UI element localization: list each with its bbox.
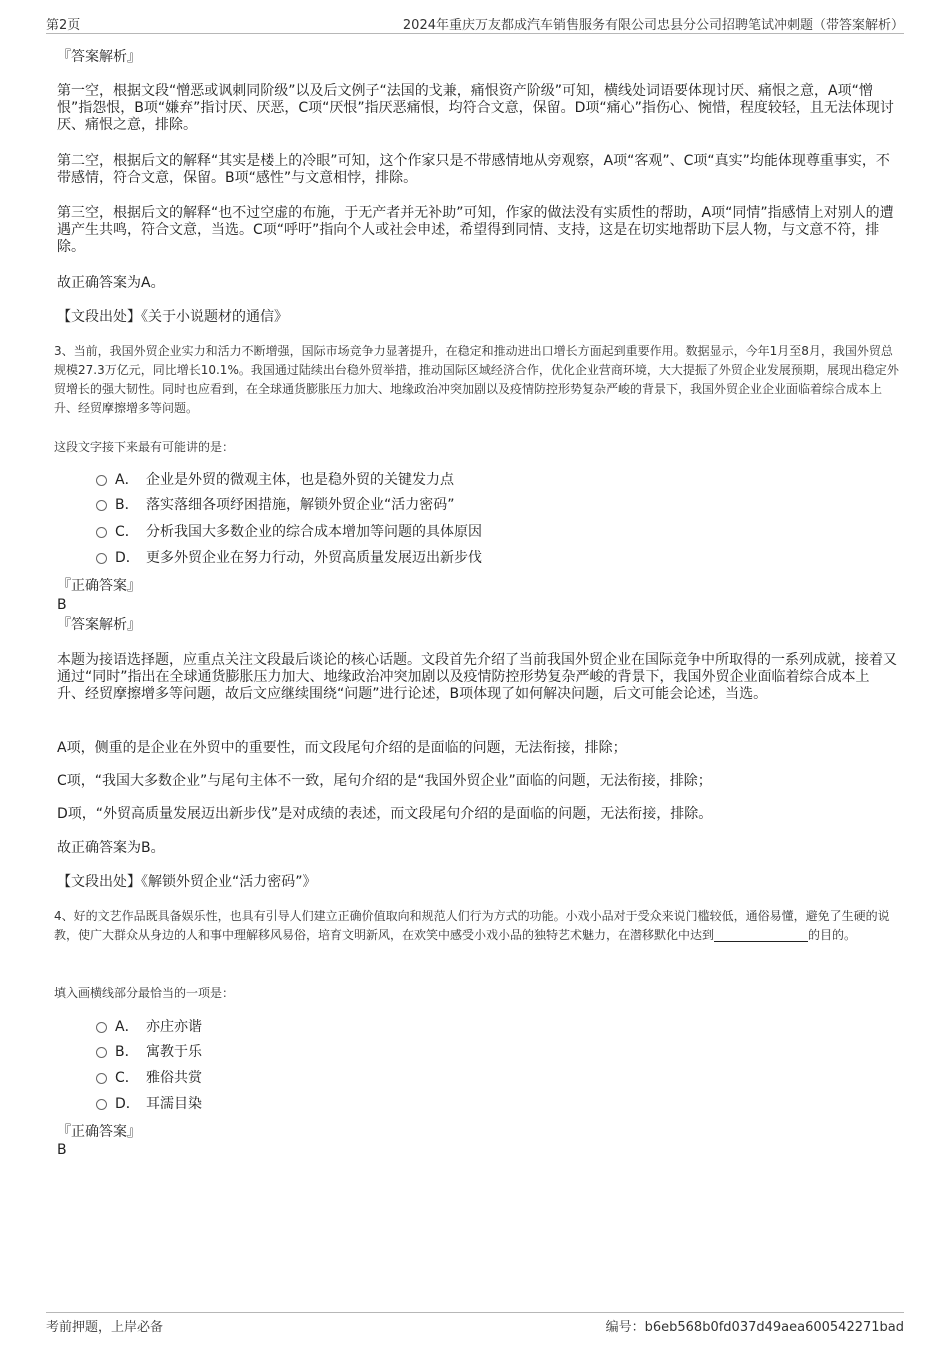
radio-icon[interactable] <box>96 1073 107 1084</box>
radio-icon[interactable] <box>96 527 107 538</box>
q3-analysis-paragraph-2: A项，侧重的是企业在外贸中的重要性，而文段尾句介绍的是面临的问题，无法衔接，排除； <box>57 740 627 756</box>
q3-stem: 3、当前，我国外贸企业实力和活力不断增强，国际市场竞争力显著提升，在稳定和推动进出口增长方面起到重要作用。数据显示，今年1月至8月，我国外贸总规模27.3万亿元，同比增长10.1%。我国通过陆续出台稳外贸举措，推动国际区域经济合作，优化企业营商环境，大大提振了外贸企业发展预期，展现出稳定外贸增长的强大韧性。同时也应看到，在全球通货膨胀压力加大、地缘政治冲突加剧以及疫情防控形势复杂严峻的背景下，我国外贸企业企业面临着综合成本上升、经贸摩擦增多等问题。 <box>54 344 899 415</box>
q2-source: 【文段出处】《关于小说题材的通信》 <box>57 309 288 325</box>
q2-analysis-paragraph-1: 第一空，根据文段“憎恶或讽刺同阶级”以及后文例子“法国的戈兼，痛恨资产阶级”可知，横线处词语要体现讨厌、痛恨之意，A项“憎恨”指怨恨，B项“嫌弃”指讨厌、厌恶，C项“厌恨”指厌恶痛恨，均符合文意，保留。D项“痛心”指伤心、惋惜，程度较轻，且无法体现讨厌、痛恨之意，排除。 <box>57 83 894 133</box>
radio-icon[interactable] <box>96 1047 107 1058</box>
q3-prompt: 这段文字接下来最有可能讲的是： <box>54 440 235 454</box>
radio-icon[interactable] <box>96 1099 107 1110</box>
page-number: 第2页 <box>46 18 81 33</box>
q4-stem: 4、好的文艺作品既具备娱乐性，也具有引导人们建立正确价值取向和规范人们行为方式的功能。小戏小品对于受众来说门槛较低，通俗易懂，避免了生硬的说教，使广大群众从身边的人和事中理解移风易俗，培育文明新风，在欢笑中感受小戏小品的独特艺术魅力，在潜移默化中达到 的目的。 <box>54 909 890 942</box>
q3-analysis-paragraph-1: 本题为接语选择题，应重点关注文段最后谈论的核心话题。文段首先介绍了当前我国外贸企业在国际竞争中所取得的一系列成就，接着又通过“同时”指出在全球通货膨胀压力加大、地缘政治冲突加剧以及疫情防控形势复杂严峻的背景下，我国外贸企业面临着综合成本上升、经贸摩擦增多等问题，故后文应继续围绕“问题”进行论述，B项体现了如何解决问题，后文可能会论述，当选。 <box>57 652 897 702</box>
q3-analysis-paragraph-3: C项，“我国大多数企业”与尾句主体不一致，尾句介绍的是“我国外贸企业”面临的问题，无法衔接，排除； <box>57 773 712 789</box>
q3-analysis-paragraph-4: D项，“外贸高质量发展迈出新步伐”是对成绩的表述，而文段尾句介绍的是面临的问题，无法衔接，排除。 <box>57 806 713 822</box>
q3-source: 【文段出处】《解锁外贸企业“活力密码”》 <box>57 874 317 890</box>
q4-answer: B <box>57 1142 67 1158</box>
fill-blank <box>714 929 808 942</box>
q3-option-a[interactable]: A． 企业是外贸的微观主体，也是稳外贸的关键发力点 <box>96 471 454 489</box>
footer-code: 编号：b6eb568b0fd037d49aea600542271bad <box>605 1320 904 1335</box>
radio-icon[interactable] <box>96 500 107 511</box>
q3-analysis-label: 『答案解析』 <box>57 617 141 633</box>
q3-option-b[interactable]: B． 落实落细各项纾困措施，解锁外贸企业“活力密码” <box>96 496 455 514</box>
q3-option-d[interactable]: D． 更多外贸企业在努力行动，外贸高质量发展迈出新步伐 <box>96 549 482 567</box>
q4-answer-label: 『正确答案』 <box>57 1124 141 1140</box>
q4-option-b[interactable]: B． 寓教于乐 <box>96 1043 202 1061</box>
radio-icon[interactable] <box>96 1022 107 1033</box>
q4-option-c[interactable]: C． 雅俗共赏 <box>96 1069 202 1087</box>
radio-icon[interactable] <box>96 475 107 486</box>
radio-icon[interactable] <box>96 553 107 564</box>
document-title: 2024年重庆万友都成汽车销售服务有限公司忠县分公司招聘笔试冲刺题（带答案解析） <box>402 18 904 33</box>
q2-analysis-paragraph-3: 第三空，根据后文的解释“也不过空虚的布施，于无产者并无补助”可知，作家的做法没有实质性的帮助，A项“同情”指感情上对别人的遭遇产生共鸣，符合文意，当选。C项“呼吁”指向个人或社会申述，希望得到同情、支持，这是在切实地帮助下层人物，与文意不符，排除。 <box>57 205 894 255</box>
q2-conclusion: 故正确答案为A。 <box>57 275 165 291</box>
page-footer <box>46 1312 904 1337</box>
footer-slogan: 考前押题，上岸必备 <box>46 1320 164 1335</box>
q4-option-a[interactable]: A． 亦庄亦谐 <box>96 1018 202 1036</box>
q3-answer-label: 『正确答案』 <box>57 578 141 594</box>
q4-option-d[interactable]: D． 耳濡目染 <box>96 1095 202 1113</box>
q3-conclusion: 故正确答案为B。 <box>57 840 165 856</box>
q2-analysis-paragraph-2: 第二空，根据后文的解释“其实是楼上的冷眼”可知，这个作家只是不带感情地从旁观察，A项“客观”、C项“真实”均能体现尊重事实，不带感情，符合文意，保留。B项“感性”与文意相悖，排除。 <box>57 153 890 186</box>
page-header <box>46 14 904 34</box>
q4-prompt: 填入画横线部分最恰当的一项是： <box>54 986 235 1000</box>
q2-analysis-label: 『答案解析』 <box>57 49 141 65</box>
q3-option-c[interactable]: C． 分析我国大多数企业的综合成本增加等问题的具体原因 <box>96 523 482 541</box>
q3-answer: B <box>57 597 67 613</box>
